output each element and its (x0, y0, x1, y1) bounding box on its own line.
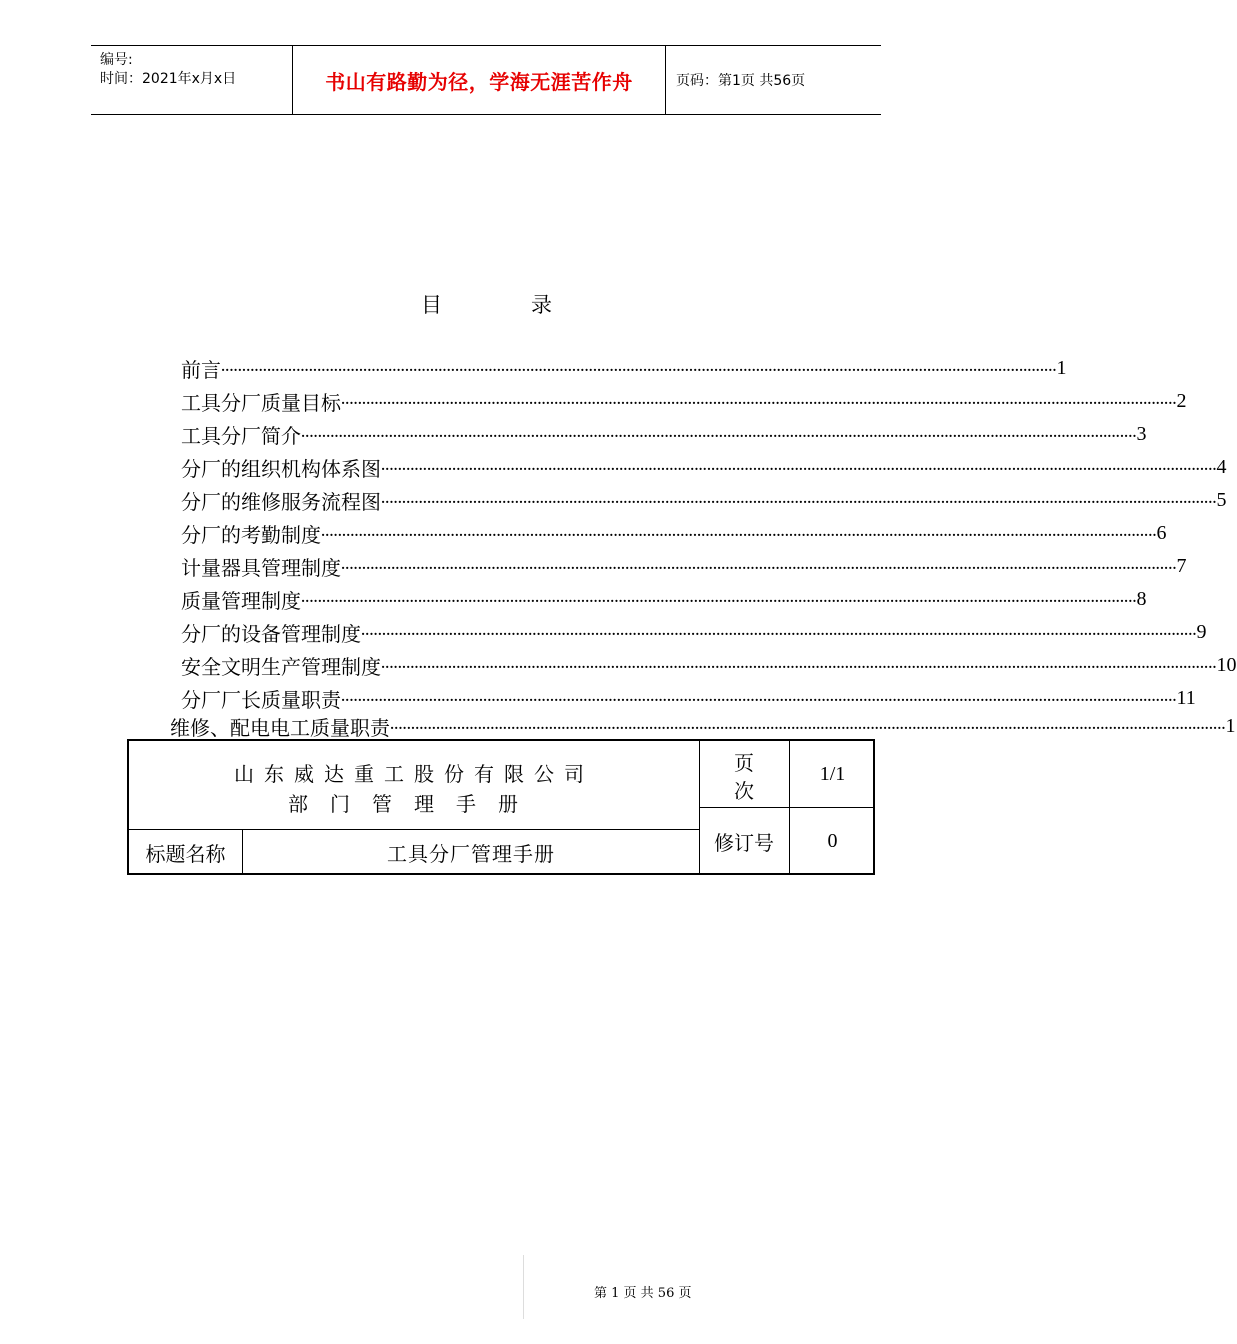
serial-label: 编号: (100, 52, 133, 68)
footer-divider (523, 1255, 524, 1319)
toc-entry-label: 安全文明生产管理制度 (181, 654, 381, 679)
toc-entry[interactable] (181, 386, 1187, 416)
toc-entry[interactable] (181, 518, 1167, 548)
toc-leader-dots: ········································································································································································································ (301, 429, 1137, 443)
page-info: 页码：第1页 共56页 (676, 73, 806, 89)
header-meta-cell (91, 46, 293, 114)
toc-entry-page: 5 (1216, 488, 1227, 511)
toc-leader-dots: ········································································································································································································ (341, 693, 1177, 707)
toc-leader-dots: ········································································································································································································ (361, 627, 1197, 641)
toc-entry-label: 前言 (181, 357, 221, 382)
toc-entry-page: 11 (1176, 686, 1196, 709)
toc-entry-page: 3 (1136, 422, 1147, 445)
toc-entry-page: 8 (1136, 587, 1147, 610)
toc-entry-page: 6 (1156, 521, 1167, 544)
toc-entry[interactable] (181, 650, 1237, 680)
toc-entry[interactable] (181, 485, 1227, 515)
title-value: 工具分厂管理手册 (387, 842, 555, 866)
page-label-top: 页 (734, 750, 754, 775)
toc-entry[interactable] (181, 452, 1227, 482)
toc-entry-page: 1 (1056, 356, 1067, 379)
page-header (91, 45, 881, 115)
toc-entry-label: 分厂的设备管理制度 (181, 621, 361, 646)
revision-label: 修订号 (714, 831, 774, 855)
revision-value: 0 (827, 830, 838, 852)
toc-entry-label: 分厂的考勤制度 (181, 522, 321, 547)
page-label-bottom: 次 (734, 778, 754, 803)
header-page-cell (666, 46, 881, 114)
toc-leader-dots: ········································································································································································································ (321, 528, 1157, 542)
toc-entry[interactable] (181, 617, 1207, 647)
document-info-table (127, 739, 875, 875)
toc-entry[interactable] (181, 584, 1147, 614)
toc-leader-dots: ········································································································································································································ (381, 462, 1217, 476)
toc-entry-page: 4 (1216, 455, 1227, 478)
toc-entry-page: 10 (1216, 653, 1237, 676)
toc-entry-label: 维修、配电电工质量职责 (170, 715, 390, 740)
toc-leader-dots: ········································································································································································································ (341, 396, 1177, 410)
toc-leader-dots: ········································································································································································································ (221, 363, 1057, 377)
toc-entry[interactable] (181, 683, 1196, 713)
toc-title-right: 录 (531, 293, 552, 317)
page-value: 1/1 (819, 762, 846, 785)
header-motto-cell (293, 46, 666, 114)
toc-leader-dots: ········································································································································································································ (341, 561, 1177, 575)
toc-entry[interactable] (170, 711, 1236, 741)
toc-entry-label: 分厂厂长质量职责 (181, 687, 341, 712)
toc-leader-dots: ········································································································································································································ (381, 495, 1217, 509)
page-footer: 第 1 页 共 56 页 (594, 1286, 692, 1301)
toc-entry-page: 1 (1225, 714, 1236, 737)
toc-entry-label: 工具分厂简介 (181, 423, 301, 448)
toc-entry[interactable] (181, 353, 1067, 383)
toc-leader-dots: ········································································································································································································ (390, 721, 1226, 735)
department-manual: 部门管理手册 (288, 791, 540, 816)
motto-text: 书山有路勤为径，学海无涯苦作舟 (325, 69, 633, 94)
toc-entry-label: 分厂的组织机构体系图 (181, 456, 381, 481)
toc-entry-label: 质量管理制度 (181, 588, 301, 613)
company-name: 山东威达重工股份有限公司 (234, 761, 594, 786)
toc-entry-label: 分厂的维修服务流程图 (181, 489, 381, 514)
toc-entry-page: 2 (1176, 389, 1187, 412)
toc-leader-dots: ········································································································································································································ (301, 594, 1137, 608)
toc-entry[interactable] (181, 551, 1187, 581)
toc-entry-page: 7 (1176, 554, 1187, 577)
toc-title-left: 目 (421, 293, 442, 317)
toc-entry[interactable] (181, 419, 1147, 449)
title-label: 标题名称 (145, 842, 226, 866)
toc-entry-label: 工具分厂质量目标 (181, 390, 341, 415)
toc-leader-dots: ········································································································································································································ (381, 660, 1217, 674)
time-label: 时间：2021年x月x日 (100, 71, 237, 87)
toc-entry-label: 计量器具管理制度 (181, 555, 341, 580)
toc-entry-page: 9 (1196, 620, 1207, 643)
